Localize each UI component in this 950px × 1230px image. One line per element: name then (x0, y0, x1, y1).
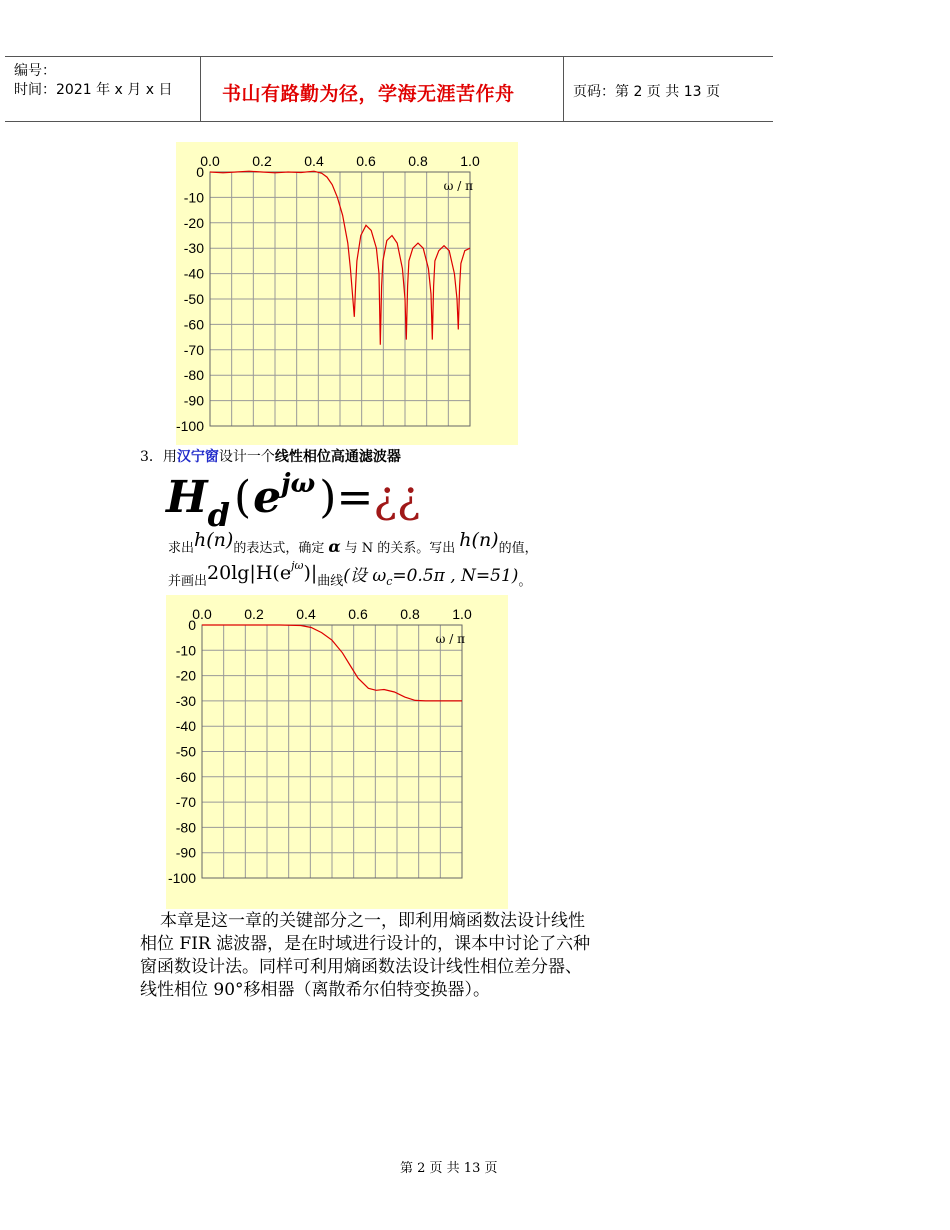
line-plot-expr-end: )| (303, 562, 318, 584)
x-tick-label: 0.8 (408, 153, 428, 169)
y-tick-label: -60 (183, 316, 204, 333)
x-axis-label: ω / π (443, 179, 473, 193)
item-3-hanning-keyword: 汉宁窗 (176, 449, 219, 465)
y-tick-label: -70 (175, 794, 196, 811)
line-find-t3: 与 N 的关系。写出 (344, 541, 456, 556)
line-plot-cond-sub: c (386, 575, 393, 588)
y-tick-label: -90 (183, 392, 204, 409)
y-tick-label: -50 (175, 743, 196, 760)
y-tick-label: -70 (183, 341, 204, 358)
x-tick-label: 1.0 (460, 153, 480, 169)
x-tick-label: 0.4 (304, 153, 324, 169)
formula-close-paren: ) (319, 472, 337, 523)
formula-H: H (166, 472, 208, 523)
paragraph-line-4: 线性相位 90°移相器（离散希尔伯特变换器）。 (140, 980, 491, 1000)
item-3-middle: 设计一个 (218, 449, 275, 465)
header-motto: 书山有路勤为径，学海无涯苦作舟 (222, 83, 515, 105)
line-find-t2: 的表达式，确定 (233, 541, 325, 556)
header-top-rule (5, 56, 773, 57)
formula-sub-d: d (207, 496, 230, 534)
x-tick-label: 0.2 (244, 606, 264, 622)
header-divider-right (563, 56, 564, 122)
y-tick-label: -20 (183, 214, 204, 231)
line-plot-expr: 20lg|H(e (207, 562, 292, 584)
x-axis-label: ω / π (435, 632, 465, 646)
y-tick-label: -10 (175, 642, 196, 659)
chart-lowpass-response (176, 142, 518, 445)
line-find-h2: h(n) (459, 529, 499, 551)
paragraph-line-1: 本章是这一章的关键部分之一，即利用熵函数法设计线性 (160, 911, 585, 931)
x-tick-label: 0.4 (296, 606, 316, 622)
y-tick-label: -100 (167, 870, 196, 886)
line-plot-exponent: jω (291, 559, 304, 572)
formula-e: e (253, 472, 282, 523)
chart-1-svg (176, 142, 518, 445)
header-bottom-rule (5, 121, 773, 122)
y-tick-label: -40 (183, 265, 204, 282)
y-tick-label: -100 (176, 418, 204, 434)
y-tick-label: -30 (183, 240, 204, 257)
line-find-t4: 的值， (498, 541, 538, 556)
x-tick-label: 0.0 (192, 606, 212, 622)
formula-rhs-placeholder: ¿¿ (373, 472, 421, 523)
doc-number-label: 编号： (14, 63, 56, 79)
summary-paragraph (140, 910, 640, 1002)
x-tick-label: 0.6 (356, 153, 376, 169)
y-tick-label: -10 (183, 189, 204, 206)
x-tick-label: 0.2 (252, 153, 272, 169)
line-find-hn (168, 529, 538, 557)
formula-hd (166, 469, 421, 534)
line-plot-t2: 曲线 (317, 574, 344, 589)
paragraph-line-3: 窗函数设计法。同样可利用熵函数法设计线性相位差分器、 (140, 957, 582, 977)
chart-hanning-response (166, 595, 508, 909)
line-find-h1: h(n) (194, 529, 234, 551)
formula-equals: = (336, 472, 374, 523)
line-plot-t3: 。 (518, 574, 532, 589)
x-tick-label: 1.0 (452, 606, 472, 622)
item-3-number: 3．用 (140, 449, 177, 465)
line-plot-t1: 并画出 (168, 574, 208, 589)
formula-exponent: jω (281, 469, 316, 499)
x-tick-label: 0.6 (348, 606, 368, 622)
line-find-alpha: α (328, 537, 341, 556)
y-tick-label: -90 (175, 844, 196, 861)
y-tick-label: -40 (175, 718, 196, 735)
item-3-heading (140, 447, 401, 467)
chart-2-svg (166, 595, 508, 909)
y-tick-label: -80 (183, 367, 204, 384)
line-plot-cond: (设 ω (343, 566, 387, 586)
item-3-filter-type: 线性相位高通滤波器 (274, 449, 401, 465)
y-tick-label: -60 (175, 768, 196, 785)
x-tick-label: 0.0 (200, 153, 220, 169)
y-tick-label: -20 (175, 667, 196, 684)
y-tick-label: -50 (183, 291, 204, 307)
formula-open-paren: ( (233, 472, 252, 523)
doc-time-label: 时间：2021 年 x 月 x 日 (14, 82, 173, 98)
paragraph-line-2: 相位 FIR 滤波器，是在时域进行设计的，课本中讨论了六种 (140, 934, 591, 954)
line-find-t1: 求出 (168, 541, 195, 556)
x-tick-label: 0.8 (400, 606, 420, 622)
y-tick-label: -80 (175, 819, 196, 836)
header-divider-left (200, 56, 201, 122)
y-tick-label: 0 (188, 617, 196, 633)
page-footer: 第 2 页 共 13 页 (400, 1161, 498, 1176)
line-plot-cond-end: =0.5π , N=51) (392, 566, 519, 586)
line-plot-curve (168, 559, 532, 590)
y-tick-label: -30 (175, 692, 196, 709)
header-page-info: 页码：第 2 页 共 13 页 (573, 84, 720, 100)
y-tick-label: 0 (196, 164, 204, 180)
